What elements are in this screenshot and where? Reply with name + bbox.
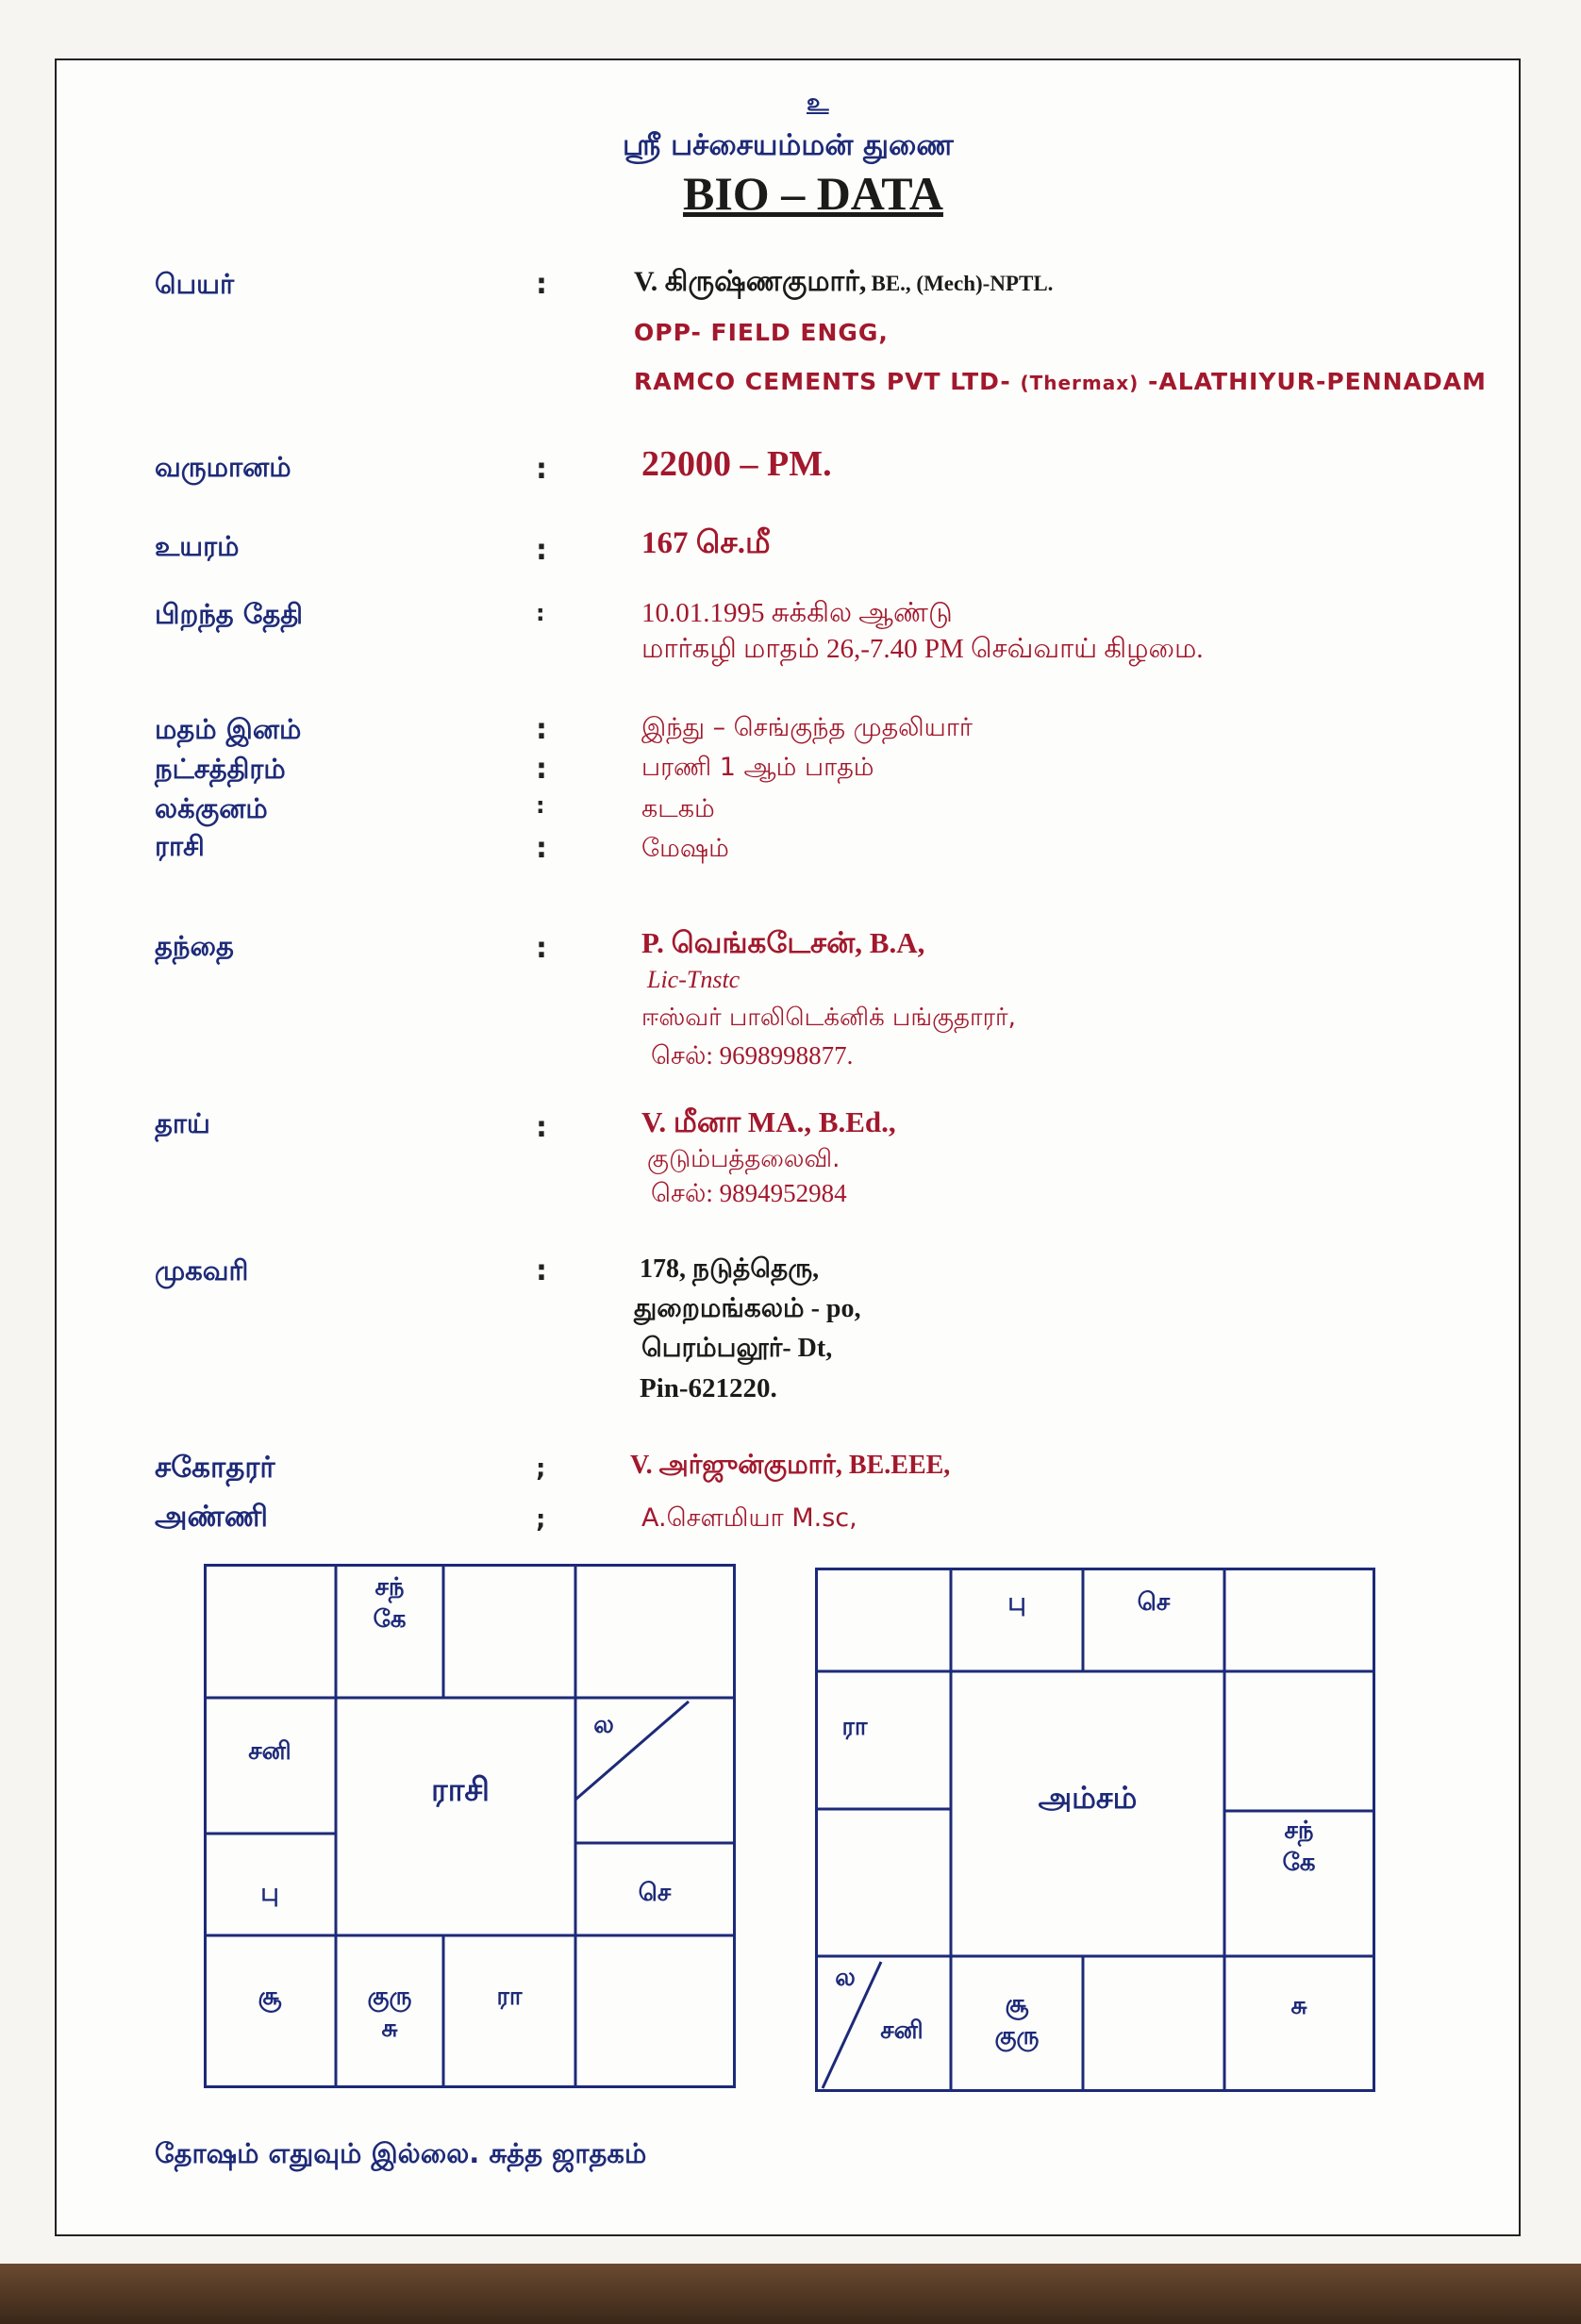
height-colon: : xyxy=(536,534,547,567)
address-line1: 178, நடுத்தெரு, xyxy=(640,1254,820,1284)
amsam-cell-right2: சந் கே xyxy=(1282,1817,1316,1877)
brother-colon: ; xyxy=(536,1454,546,1483)
lagnam-value: கடகம் xyxy=(641,794,715,823)
dob-label: பிறந்த தேதி xyxy=(155,598,304,630)
name-value: V. கிருஷ்ணகுமார், xyxy=(634,266,867,297)
rasi-label: ராசி xyxy=(155,830,205,862)
rasi-value: மேஷம் xyxy=(641,834,729,863)
dob-colon: : xyxy=(536,600,545,626)
brother-label: சகோதரர் xyxy=(155,1451,275,1485)
sister-in-law-value: A.சௌமியா M.sc, xyxy=(641,1503,857,1533)
religion-label: மதம் இனம் xyxy=(155,713,302,745)
sister-in-law-colon: ; xyxy=(536,1505,546,1534)
name-qualification: BE., (Mech)-NPTL. xyxy=(871,272,1054,295)
mother-phone: செல்: 9894952984 xyxy=(651,1179,847,1207)
religion-value: இந்து – செங்குந்த முதலியார் xyxy=(641,713,974,742)
mother-name: V. மீனா MA., B.Ed., xyxy=(641,1105,896,1138)
father-phone: செல்: 9698998877. xyxy=(651,1041,854,1070)
amsam-center-label: அம்சம் xyxy=(1038,1780,1138,1816)
father-colon: : xyxy=(536,932,547,965)
father-label: தந்தை xyxy=(155,930,234,962)
income-colon: : xyxy=(536,453,547,486)
rasi-cell-left1: சனி xyxy=(248,1737,291,1766)
rasi-cell-left2: பு xyxy=(260,1879,279,1907)
rasi-colon: : xyxy=(536,832,547,865)
brother-value: V. அர்ஜுன்குமார், BE.EEE, xyxy=(630,1451,951,1480)
father-job: Lic-Tnstc xyxy=(647,966,741,993)
blessing-line: ஸ்ரீ பச்சையம்மன் துணை xyxy=(623,128,954,162)
address-colon: : xyxy=(536,1254,547,1287)
mother-occupation: குடும்பத்தலைவி. xyxy=(647,1145,840,1173)
name-colon: : xyxy=(536,268,547,301)
height-label: உயரம் xyxy=(155,530,240,562)
amsam-cell-bot4: சு xyxy=(1290,1992,1307,2020)
top-mark: உ xyxy=(807,89,829,117)
company-name: RAMCO CEMENTS PVT LTD- xyxy=(634,368,1011,395)
rasi-cell-top2: சந் கே xyxy=(373,1573,407,1634)
name-label: பெயர் xyxy=(155,268,235,300)
rasi-cell-right1: ல xyxy=(593,1711,614,1739)
company-note: (Thermax) xyxy=(1020,372,1140,394)
rasi-cell-bot2: குரு சு xyxy=(367,1983,412,2043)
address-label: முகவரி xyxy=(155,1254,249,1286)
name-value-line xyxy=(634,266,1053,302)
star-colon: : xyxy=(536,753,547,786)
dob-line2: மார்கழி மாதம் 26,-7.40 PM செவ்வாய் கிழமை. xyxy=(641,634,1204,664)
amsam-cell-bot1-lagnam: ல xyxy=(835,1964,856,1992)
religion-colon: : xyxy=(536,713,547,746)
footer-note: தோஷம் எதுவும் இல்லை. சுத்த ஜாதகம் xyxy=(155,2137,647,2169)
dob-line1: 10.01.1995 சுக்கில ஆண்டு xyxy=(641,598,953,628)
lagnam-colon: : xyxy=(536,792,545,819)
page-title: BIO – DATA xyxy=(683,167,943,220)
mother-label: தாய் xyxy=(155,1107,210,1139)
income-label: வருமானம் xyxy=(155,451,291,483)
name-job: OPP- FIELD ENGG, xyxy=(634,319,889,346)
amsam-cell-top3: செ xyxy=(1137,1588,1171,1617)
company-location: -ALATHIYUR-PENNADAM xyxy=(1147,368,1487,395)
amsam-cell-bot1-sani: சனி xyxy=(880,2017,924,2045)
star-label: நட்சத்திரம் xyxy=(155,753,286,785)
amsam-cell-left1: ரா xyxy=(841,1713,868,1741)
biodata-sheet xyxy=(55,58,1521,2236)
rasi-cell-right2: செ xyxy=(638,1879,672,1907)
address-pin: Pin-621220. xyxy=(640,1373,777,1403)
father-name: P. வெங்கடேசன், B.A, xyxy=(641,926,925,959)
rasi-cell-bot1: சூ xyxy=(258,1983,282,2011)
address-line2: துறைமங்கலம் - po, xyxy=(634,1294,861,1323)
father-partner: ஈஸ்வர் பாலிடெக்னிக் பங்குதாரர், xyxy=(641,1004,1016,1032)
address-line3: பெரம்பலூர்- Dt, xyxy=(641,1334,833,1363)
height-value: 167 செ.மீ xyxy=(641,526,771,560)
mother-colon: : xyxy=(536,1111,547,1144)
desk-background xyxy=(0,2264,1581,2324)
name-company xyxy=(634,368,1487,395)
rasi-center-label: ராசி xyxy=(431,1771,490,1809)
amsam-cell-bot2: சூ குரு xyxy=(994,1990,1040,2050)
star-value: பரணி 1 ஆம் பாதம் xyxy=(641,753,874,782)
sister-in-law-label: அண்ணி xyxy=(155,1500,269,1534)
income-value: 22000 – PM. xyxy=(641,444,832,484)
rasi-cell-bot3: ரா xyxy=(496,1983,523,2011)
lagnam-label: லக்குனம் xyxy=(155,792,268,824)
amsam-cell-top2: பு xyxy=(1007,1588,1026,1617)
